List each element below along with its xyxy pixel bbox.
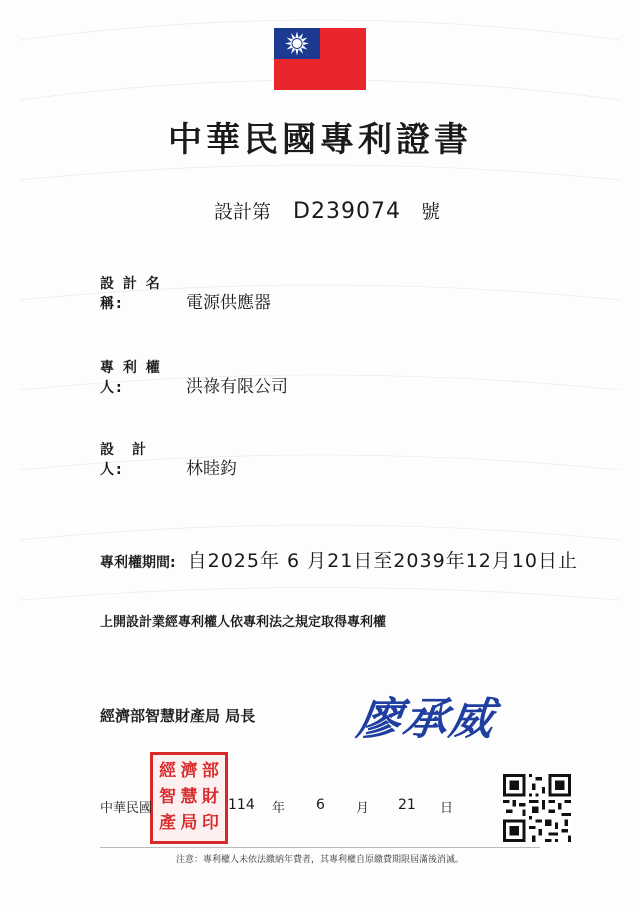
date-year: 114 xyxy=(228,797,255,813)
certificate-number xyxy=(214,197,440,224)
design-name-value: 電源供應器 xyxy=(186,293,271,313)
date-day-unit: 日 xyxy=(440,801,454,816)
official-seal xyxy=(150,752,228,844)
term-row xyxy=(100,546,578,573)
date-month: 6 xyxy=(316,797,325,813)
seal-char: 經 xyxy=(159,761,177,781)
design-name-label: 設 計 名 稱: xyxy=(100,276,162,312)
patentee-row xyxy=(100,357,288,397)
date-day: 21 xyxy=(398,797,416,813)
certificate-title: 中華民國專利證書 xyxy=(168,120,472,160)
issuing-office: 經濟部智慧財產局 局長 xyxy=(100,707,256,725)
seal-char: 濟 xyxy=(180,761,198,781)
seal-char: 產 xyxy=(159,813,177,833)
footnote: 注意：專利權人未依法繳納年費者，其專利權自原繳費期限屆滿後消滅。 xyxy=(175,855,464,865)
footer-divider xyxy=(100,847,540,848)
patentee-value: 洪祿有限公司 xyxy=(186,377,288,397)
seal-char: 財 xyxy=(201,787,219,807)
number-suffix: 號 xyxy=(420,201,440,223)
roc-flag xyxy=(274,28,366,90)
design-name-row xyxy=(100,273,271,313)
number-prefix: 設計第 xyxy=(214,201,272,223)
seal-char: 印 xyxy=(201,813,219,833)
date-prefix: 中華民國 xyxy=(100,801,153,816)
director-signature: 廖承威 xyxy=(353,694,499,745)
qr-code xyxy=(503,774,571,842)
seal-characters xyxy=(157,759,221,837)
date-year-unit: 年 xyxy=(272,801,286,816)
seal-char: 智 xyxy=(159,787,177,807)
date-month-unit: 月 xyxy=(356,801,370,816)
designer-value: 林睦鈞 xyxy=(186,459,237,479)
flag-canton xyxy=(274,28,320,59)
grant-statement: 上開設計業經專利權人依專利法之規定取得專利權 xyxy=(100,615,387,630)
white-sun-icon xyxy=(274,28,320,59)
patentee-label: 專 利 權 人: xyxy=(100,360,162,396)
term-value: 自2025年 6 月21日至2039年12月10日止 xyxy=(187,550,579,572)
seal-char: 部 xyxy=(201,761,219,781)
seal-char: 局 xyxy=(180,813,198,833)
patent-number: D239074 xyxy=(293,199,401,224)
seal-char: 慧 xyxy=(180,787,198,807)
designer-label: 設 計 人: xyxy=(100,442,164,478)
designer-row xyxy=(100,439,237,479)
term-label: 專利權期間: xyxy=(100,555,176,571)
